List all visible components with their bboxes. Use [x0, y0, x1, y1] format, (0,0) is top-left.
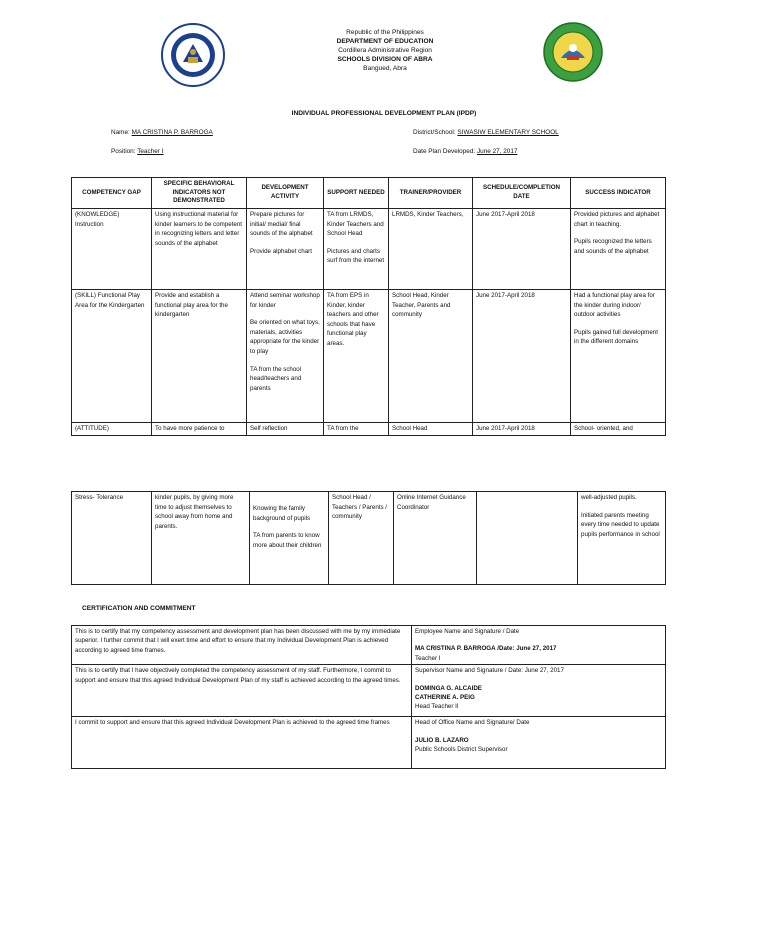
- ipdp-table: [71, 177, 666, 436]
- col-header: SPECIFIC BEHAVIORAL INDICATORS NOT DEMONSTRATED: [152, 178, 247, 209]
- certification-statement: This is to certify that I have objectively completed the competency assessment of my staff. Furthermore, I commit to support and ensure that this agreed Individual Development Plan of my staff is achieved according to the agreed times.: [72, 665, 412, 717]
- signatory-name: JULIO B. LAZARO: [415, 736, 469, 744]
- cell-paragraph: Pupils recognized the letters and sounds of the alphabet: [574, 238, 652, 255]
- cell-paragraph: TA from parents to know more about their children: [253, 532, 322, 549]
- cell-paragraph: TA from the school head/teachers and parents: [250, 365, 302, 392]
- signatory-name: CATHERINE A. PEIG: [415, 694, 475, 702]
- table-cell: [250, 492, 329, 585]
- republic-line: Republic of the Philippines: [346, 29, 424, 36]
- position-field: [111, 148, 163, 155]
- cell-paragraph: Provided pictures and alphabet chart in teaching.: [574, 211, 660, 228]
- signature-label: Supervisor Name and Signature / Date: June 27, 2017: [415, 667, 564, 675]
- table-row: [72, 665, 666, 717]
- certification-statement: I commit to support and ensure that this agreed Individual Development Plan is achieved to the agreed time frames: [72, 717, 412, 769]
- date-value: June 27, 2017: [476, 148, 518, 155]
- signature-label: Head of Office Name and Signature/ Date: [415, 719, 530, 727]
- table-row: [72, 492, 666, 585]
- position-label: Position:: [111, 148, 136, 155]
- table-cell: June 2017-April 2018: [473, 209, 571, 290]
- district-value: SIWASIW ELEMENTARY SCHOOL: [457, 129, 559, 136]
- deped-line: DEPARTMENT OF EDUCATION: [336, 38, 434, 45]
- col-header: SCHEDULE/COMPLETION DATE: [473, 178, 571, 209]
- table-cell: School- oriented, and: [571, 423, 666, 436]
- col-header: TRAINER/PROVIDER: [389, 178, 473, 209]
- table-cell: [247, 290, 324, 423]
- table-cell: June 2017-April 2018: [473, 290, 571, 423]
- cell-paragraph: Pictures and charts surf from the internet: [327, 247, 385, 265]
- letterhead: [230, 28, 540, 73]
- table-cell: TA from the: [324, 423, 389, 436]
- cell-paragraph: Had a functional play area for the kinder during indoor/ outdoor activities: [574, 292, 655, 319]
- col-header: DEVELOPMENT ACTIVITY: [247, 178, 324, 209]
- position-value: Teacher I: [137, 148, 164, 155]
- cell-paragraph: Initiated parents meeting every time needed to update pupils performance in school: [581, 511, 660, 538]
- signatory-title: Public Schools District Supervisor: [415, 746, 508, 754]
- col-header: SUPPORT NEEDED: [324, 178, 389, 209]
- location-line: Bangued, Abra: [363, 65, 407, 72]
- cell-paragraph: Prepare pictures for initial/ medial/ final sounds of the alphabet: [250, 211, 313, 238]
- division-seal-logo: [543, 22, 603, 82]
- cell-paragraph: Attend seminar workshop for kinder: [250, 292, 320, 309]
- signature-block: [412, 717, 666, 769]
- signature-label: Employee Name and Signature / Date: [415, 628, 520, 635]
- date-label: Date Plan Developed:: [413, 148, 476, 155]
- table-row: [72, 626, 666, 665]
- table-row: [72, 423, 666, 436]
- name-label: Name:: [111, 129, 130, 136]
- signature-date: /Date: June 27, 2017: [497, 645, 557, 653]
- certification-heading: CERTIFICATION AND COMMITMENT: [82, 605, 196, 612]
- table-cell: kinder pupils, by giving more time to adjust themselves to school away from home and parents.: [152, 492, 250, 585]
- table-cell: Self reflection: [247, 423, 324, 436]
- signature-block: [412, 626, 666, 665]
- district-field: [413, 129, 559, 136]
- table-row: [72, 290, 666, 423]
- table-cell: (SKILL) Functional Play Area for the Kindergarten: [72, 290, 152, 423]
- table-cell: School Head, Kinder Teacher, Parents and community: [389, 290, 473, 423]
- signatory-name: MA CRISTINA P. BARROGA: [415, 645, 496, 653]
- table-cell: [578, 492, 666, 585]
- name-field: [111, 129, 213, 136]
- table-cell: Stress- Tolerance: [72, 492, 152, 585]
- table-cell: (ATTITUDE): [72, 423, 152, 436]
- signature-name-line: [415, 644, 662, 653]
- cell-paragraph: Pupils gained full development in the different domains: [574, 328, 658, 346]
- table-cell: To have more patience to: [152, 423, 247, 436]
- ipdp-table-continued: [71, 491, 666, 585]
- table-cell: Provide and establish a functional play area for the kindergarten: [152, 290, 247, 423]
- table-row: [72, 717, 666, 769]
- deped-seal-logo: [160, 22, 226, 88]
- certification-table: [71, 625, 666, 769]
- table-cell: School Head / Teachers / Parents / community: [329, 492, 394, 585]
- table-cell: [571, 290, 666, 423]
- name-value: MA CRISTINA P. BARROGA: [131, 129, 213, 136]
- signature-block: [412, 665, 666, 717]
- cell-paragraph: Provide alphabet chart: [250, 247, 312, 255]
- division-line: SCHOOLS DIVISION OF ABRA: [337, 56, 433, 63]
- col-header: SUCCESS INDICATOR: [571, 178, 666, 209]
- cell-paragraph: TA from LRMDS, Kinder Teachers and School Head: [327, 211, 384, 238]
- table-cell: [571, 209, 666, 290]
- cell-paragraph: well-adjusted pupils.: [581, 494, 637, 501]
- table-cell: [324, 209, 389, 290]
- region-line: Cordillera Administrative Region: [338, 47, 432, 54]
- document-title: INDIVIDUAL PROFESSIONAL DEVELOPMENT PLAN (IPDP): [291, 110, 477, 117]
- table-cell: TA from EPS in Kinder, kinder teachers and other schools that have functional play areas.: [324, 290, 389, 423]
- col-header: COMPETENCY GAP: [72, 178, 152, 209]
- signatory-title: Head Teacher II: [415, 703, 459, 711]
- table-cell: Using instructional material for kinder learners to be competent in recognizing letters and letter sounds of the alphabet: [152, 209, 247, 290]
- certification-statement: This is to certify that my competency assessment and development plan has been discussed with me by my immediate superior. I further commit that I will exert time and effort to ensure that my Individual Development Plan is achieved according to agreed time frames.: [72, 626, 412, 665]
- date-field: [413, 148, 517, 155]
- cell-paragraph: Knowing the family background of pupils: [253, 505, 311, 522]
- table-cell: [477, 492, 578, 585]
- table-cell: (KNOWLEDGE) Instruction: [72, 209, 152, 290]
- table-cell: Online Internet Guidance Coordinator: [394, 492, 477, 585]
- signatory-title: Teacher I: [415, 654, 441, 662]
- table-cell: June 2017-April 2018: [473, 423, 571, 436]
- cell-paragraph: Be oriented on what toys, materials, activities appropriate for the kinder to play: [250, 319, 320, 355]
- signatory-name: DOMINGA G. ALCAIDE: [415, 684, 482, 692]
- table-row: [72, 209, 666, 290]
- table-cell: School Head: [389, 423, 473, 436]
- district-label: District/School:: [413, 129, 456, 136]
- table-header-row: [72, 178, 666, 209]
- table-cell: [247, 209, 324, 290]
- table-cell: LRMDS, Kinder Teachers,: [389, 209, 473, 290]
